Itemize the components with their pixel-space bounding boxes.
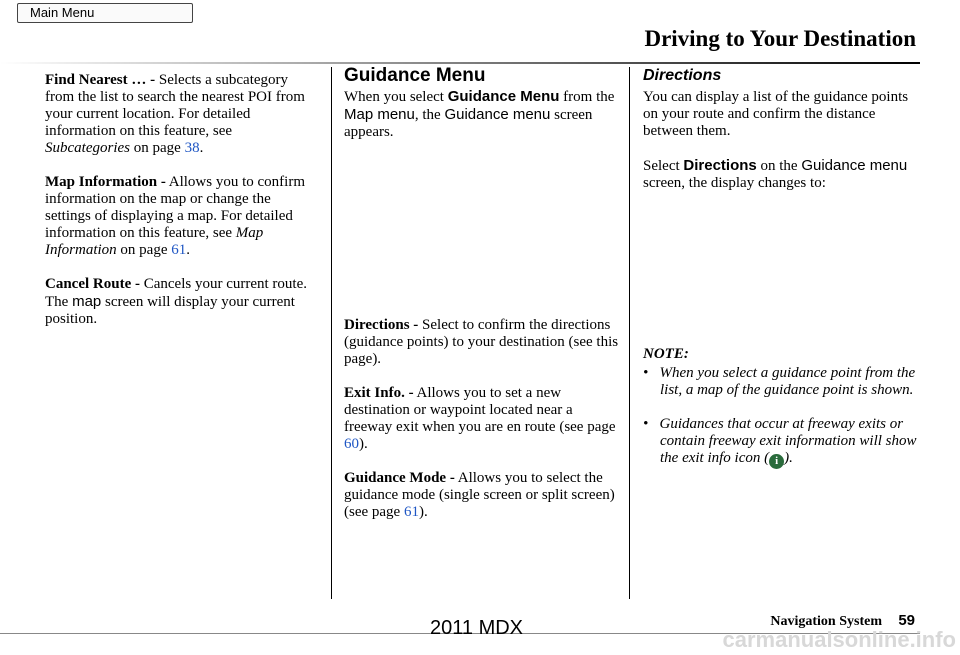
note-item-1: • When you select a guidance point from the list, a map of the guidance point is shown.	[643, 365, 916, 398]
page-link-61[interactable]: 61	[171, 242, 187, 258]
find-nearest-term: Find Nearest … -	[45, 72, 156, 88]
guidance-menu-heading: Guidance Menu	[344, 65, 486, 86]
find-nearest-paragraph	[45, 72, 320, 157]
map-information-end: .	[186, 242, 190, 258]
directions-image-placeholder	[643, 209, 923, 346]
guidance-mode-paragraph	[344, 470, 624, 521]
directions-intro: You can display a list of the guidance points on your route and confirm the distance between them.	[643, 89, 909, 139]
column-divider-2	[629, 67, 630, 599]
map-information-paragraph	[45, 174, 320, 259]
find-nearest-text: Selects a subcategory from the list to search the nearest POI from your current location. For detailed information on this feature, see	[45, 72, 305, 139]
note-1-text: When you select a guidance point from the list, a map of the guidance point is shown.	[659, 365, 916, 398]
note-2-text-a: Guidances that occur at freeway exits or contain freeway exit information will show the exit info icon (	[659, 416, 917, 466]
note-label-wrap	[643, 346, 923, 363]
intro-text-1: When you select	[344, 89, 448, 105]
exit-info-paragraph	[344, 385, 624, 453]
exit-info-term: Exit Info. -	[344, 385, 414, 401]
left-column	[45, 72, 320, 345]
intro-guidance: Guidance menu	[444, 106, 551, 123]
select-text-1: Select	[643, 158, 684, 174]
page-number: 59	[898, 612, 915, 629]
guidance-mode-text: Allows you to select the guidance mode (single screen or split screen) (see page	[344, 470, 615, 520]
note-label: NOTE:	[643, 346, 689, 362]
select-guidance-menu: Guidance menu	[801, 157, 908, 174]
map-information-text: Allows you to confirm information on the map or change the settings of displaying a map. For detailed information on this feature, see	[45, 174, 305, 241]
exit-info-text: Allows you to set a new destination or waypoint located near a freeway exit when you are en route (see page	[344, 385, 616, 435]
screen-image-placeholder	[344, 158, 624, 317]
cancel-route-text-2: screen will display your current position.	[45, 294, 295, 327]
watermark: carmanualsonline.info	[722, 627, 956, 652]
note-2-text-b: ).	[784, 450, 793, 466]
cancel-route-text-1: Cancels your current route. The	[45, 276, 308, 310]
model-label: 2011 MDX	[430, 617, 524, 639]
map-information-ref: Map Information	[45, 225, 264, 258]
page-link-38[interactable]: 38	[184, 140, 200, 156]
select-text-2: on the	[756, 158, 802, 174]
intro-text-3: , the	[414, 107, 445, 123]
directions-heading: Directions	[643, 67, 722, 84]
find-nearest-end: .	[199, 140, 204, 156]
cancel-route-map: map	[72, 293, 102, 310]
note-item-2: • Guidances that occur at freeway exits or contain freeway exit information will show the exit info icon ( i ).	[643, 416, 917, 467]
exit-info-icon: i	[769, 454, 784, 469]
main-menu-button[interactable]: Main Menu	[17, 3, 193, 23]
cancel-route-paragraph	[45, 276, 320, 328]
select-directions-term: Directions	[683, 157, 757, 174]
notes-list	[643, 365, 923, 469]
guidance-menu-intro	[344, 88, 624, 141]
middle-column	[344, 67, 624, 538]
footer-section-title: Navigation System	[770, 614, 882, 629]
cancel-route-term: Cancel Route -	[45, 276, 140, 292]
intro-text-4: screen appears.	[344, 107, 593, 140]
intro-guidance-menu: Guidance Menu	[447, 88, 560, 105]
page-link-61-mode[interactable]: 61	[403, 504, 419, 520]
find-nearest-on-page: on page	[129, 140, 185, 156]
intro-map-menu: Map menu	[344, 106, 415, 123]
page-title: Driving to Your Destination	[644, 26, 916, 51]
guidance-mode-end: ).	[418, 504, 428, 520]
right-column	[643, 67, 923, 486]
directions-paragraph	[344, 317, 624, 368]
guidance-mode-term: Guidance Mode -	[344, 470, 455, 486]
map-information-term: Map Information -	[45, 174, 166, 190]
column-divider-1	[331, 67, 332, 599]
directions-term: Directions -	[344, 317, 419, 333]
exit-info-end: ).	[359, 436, 368, 452]
title-rule	[0, 62, 920, 64]
select-directions-paragraph	[643, 157, 923, 192]
find-nearest-ref: Subcategories	[45, 140, 130, 156]
select-text-3: screen, the display changes to:	[643, 175, 826, 191]
directions-text: Select to confirm the directions (guidance points) to your destination (see this page).	[344, 317, 619, 367]
map-information-on-page: on page	[116, 242, 172, 258]
page-link-60[interactable]: 60	[344, 436, 359, 452]
intro-text-2: from the	[559, 89, 615, 105]
